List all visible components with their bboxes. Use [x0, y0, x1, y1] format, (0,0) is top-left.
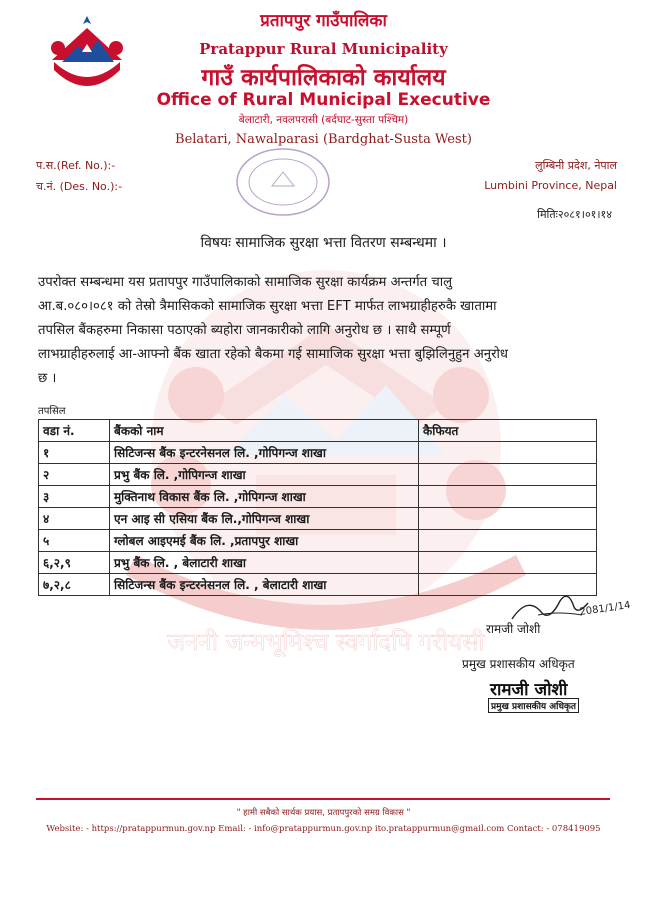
ward-cell: १	[39, 442, 110, 464]
address-en: Belatari, Nawalparasi (Bardghat-Susta West)	[175, 132, 472, 147]
remarks-cell	[419, 530, 597, 552]
body-line: तपसिल बैंकहरुमा निकासा पठाएको ब्यहोरा जानकारीको लागि अनुरोध छ । साथै सम्पूर्ण	[38, 323, 451, 338]
bank-cell: सिटिजन्स बैंक इन्टरनेसनल लि. , बेलाटारी शाखा	[110, 574, 419, 596]
table-row	[39, 464, 597, 486]
col-ward: वडा नं.	[39, 420, 110, 442]
signatory-name: रामजी जोशी	[486, 622, 541, 636]
bank-cell: एन आइ सी एसिया बैंक लि.,गोपिगन्ज शाखा	[110, 508, 419, 530]
municipality-name-np: प्रतापपुर गाउँपालिका	[260, 11, 387, 31]
table-row	[39, 486, 597, 508]
signature-date: 2081/1/14	[578, 599, 632, 618]
watermark-motto: जननी जन्मभूमिश्च स्वर्गादपि गरीयसी	[167, 628, 485, 656]
remarks-cell	[419, 486, 597, 508]
name-seal: रामजी जोशी	[490, 680, 568, 700]
body-line: लाभग्राहीहरुलाई आ-आफ्नो बैंक खाता रहेको बैकमा गई सामाजिक सुरक्षा भत्ता बुझिलिनुहुन अनुरोध	[38, 347, 509, 362]
designation-seal: प्रमुख प्रशासकीय अधिकृत	[488, 698, 579, 713]
letter-subject: विषयः सामाजिक सुरक्षा भत्ता वितरण सम्बन्धमा ।	[200, 235, 447, 251]
ref-no: प.स.(Ref. No.):-	[36, 159, 116, 172]
office-stamp	[234, 146, 332, 218]
table-caption: तपसिल	[38, 406, 66, 417]
table-row	[39, 530, 597, 552]
table-row	[39, 508, 597, 530]
ward-cell: ४	[39, 508, 110, 530]
remarks-cell	[419, 442, 597, 464]
office-name-en: Office of Rural Municipal Executive	[156, 90, 491, 110]
table-row	[39, 552, 597, 574]
office-name-np: गाउँ कार्यपालिकाको कार्यालय	[201, 65, 446, 91]
bank-cell: प्रभु बैंक लि. , बेलाटारी शाखा	[110, 552, 419, 574]
body-line: उपरोक्त सम्बन्धमा यस प्रतापपुर गाउँपालिकाको सामाजिक सुरक्षा कार्यक्रम अन्तर्गत चालु	[38, 275, 453, 290]
province-np: लुम्बिनी प्रदेश, नेपाल	[535, 159, 617, 172]
ward-cell: ५	[39, 530, 110, 552]
letter-body	[38, 271, 608, 391]
ward-cell: २	[39, 464, 110, 486]
body-line: छ ।	[38, 371, 57, 386]
remarks-cell	[419, 464, 597, 486]
bank-table	[38, 419, 597, 596]
ward-cell: ३	[39, 486, 110, 508]
col-bank: बैंकको नाम	[110, 420, 419, 442]
letter-date: मितिः२०८१।०१।१४	[537, 208, 612, 221]
handwritten-signature	[508, 585, 632, 625]
bank-cell: मुक्तिनाथ विकास बैंक लि. ,गोपिगन्ज शाखा	[110, 486, 419, 508]
ward-cell: ६,२,९	[39, 552, 110, 574]
bank-cell: ग्लोबल आइएमई बैंक लि. ,प्रतापपुर शाखा	[110, 530, 419, 552]
table-header-row	[39, 420, 597, 442]
ward-cell: ७,२,८	[39, 574, 110, 596]
des-no: च.नं. (Des. No.):-	[36, 180, 123, 193]
address-np: बेलाटारी, नवलपरासी (बर्दघाट-सुस्ता पश्चिम)	[238, 114, 409, 126]
footer-divider	[36, 798, 610, 800]
municipality-name-en: Pratappur Rural Municipality	[199, 40, 448, 58]
remarks-cell	[419, 508, 597, 530]
bank-cell: सिटिजन्स बैंक इन्टरनेसनल लि. ,गोपिगन्ज शाखा	[110, 442, 419, 464]
col-remarks: कैफियत	[419, 420, 597, 442]
table-row	[39, 442, 597, 464]
remarks-cell	[419, 552, 597, 574]
signatory-designation: प्रमुख प्रशासकीय अधिकृत	[462, 657, 575, 671]
footer-slogan: " हामी सबैको सार्थक प्रयास, प्रतापपुरको समग्र विकास "	[236, 808, 411, 818]
province-en: Lumbini Province, Nepal	[484, 179, 617, 192]
body-line: आ.ब.०८०।०८१ को तेस्रो त्रैमासिकको सामाजिक सुरक्षा भत्ता EFT मार्फत लाभग्राहीहरुकै खातामा	[38, 299, 497, 314]
bank-cell: प्रभु बैंक लि. ,गोपिगन्ज शाखा	[110, 464, 419, 486]
footer-contact: Website: - https://pratappurmun.gov.np Email: - info@pratappurmun.gov.np ito.pratappurmun@gmail.com Contact: - 078419095	[46, 824, 601, 834]
